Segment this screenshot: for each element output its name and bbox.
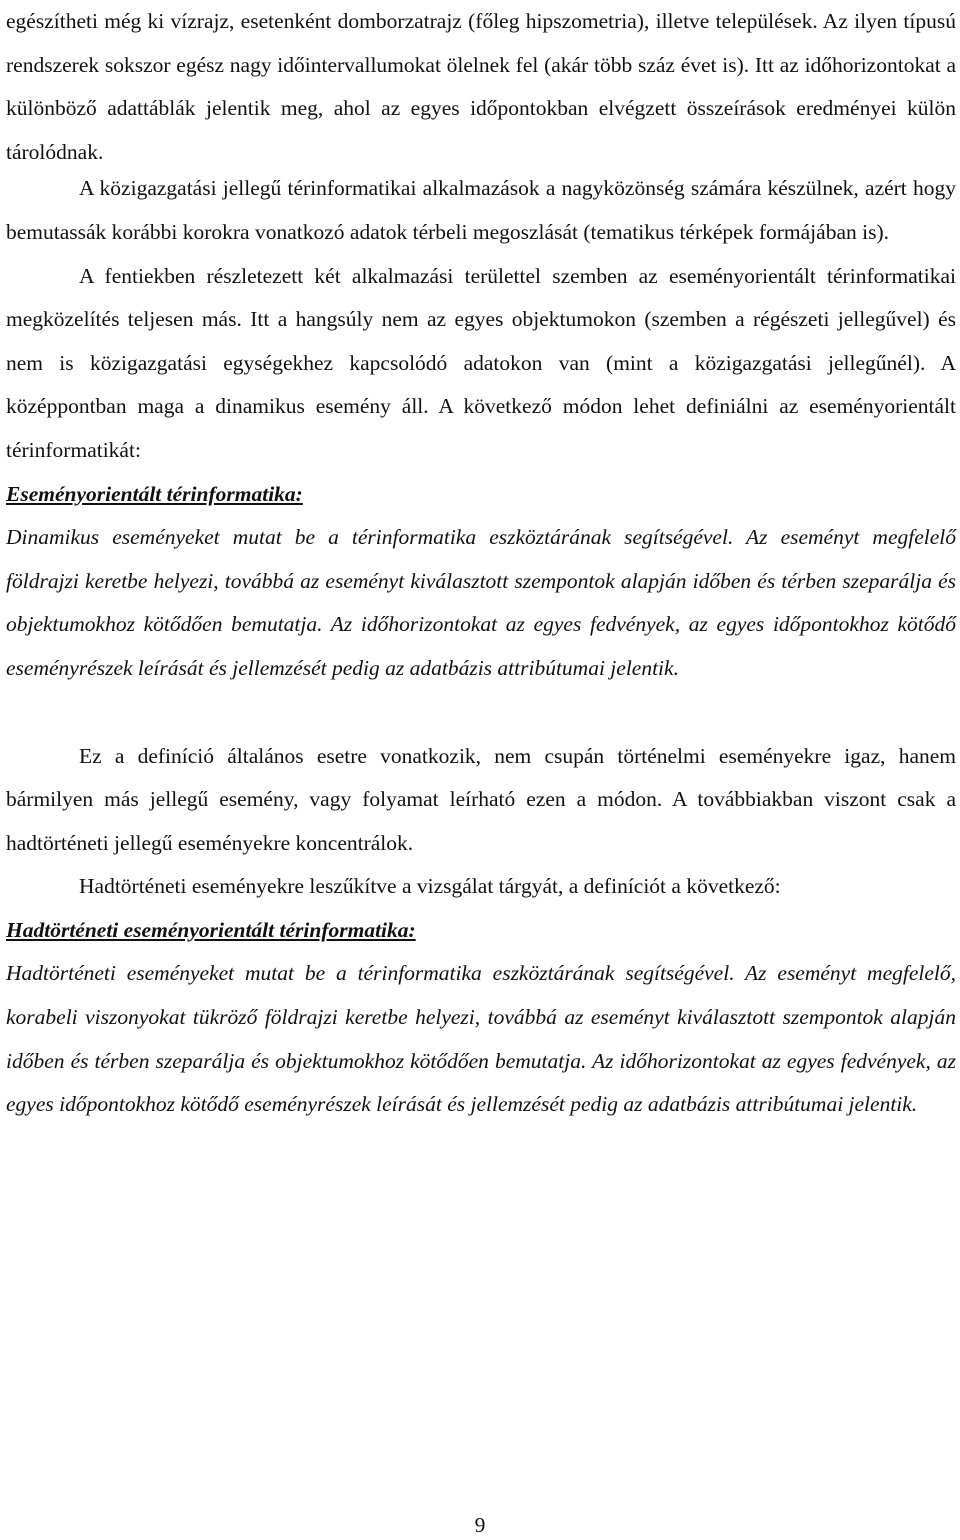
- paragraph-general-definition: Ez a definíció általános esetre vonatkozik, nem csupán történelmi eseményekre igaz, hanem bármilyen más jellegű esemény, vagy folyamat leírható ezen a módon. A továbbiakban viszont csak a hadtörténeti jellegű eseményekre koncentrálok.: [6, 743, 956, 855]
- paragraph-time-horizons: egészítheti még ki vízrajz, esetenként domborzatrajz (főleg hipszometria), illetve települések. Az ilyen típusú rendszerek sokszor egész nagy időintervallumokat ölelnek fel (akár több száz évet is). Itt az időhorizontokat a különböző adattáblák jelentik meg, ahol az egyes időpontokban elvégzett összeírások eredményei külön tárolódnak.: [6, 9, 956, 164]
- heading-event-oriented-gis: Eseményorientált térinformatika:: [6, 481, 303, 506]
- definition-event-oriented-gis: Dinamikus eseményeket mutat be a térinformatika eszköztárának segítségével. Az eseményt megfelelő földrajzi keretbe helyezi, továbbá az eseményt kiválasztott szempontok alapján időben és térben szeparálja és objektumokhoz kötődően bemutatja. Az időhorizontokat az egyes fedvények, az egyes időpontokhoz kötődő eseményrészek leírását és jellemzését pedig az adatbázis attribútumai jelentik.: [6, 525, 956, 680]
- document-page: [6, 0, 956, 1127]
- paragraph-event-oriented-approach: A fentiekben részletezett két alkalmazási területtel szemben az eseményorientált térinformatikai megközelítés teljesen más. Itt a hangsúly nem az egyes objektumokon (szemben a régészeti jellegűvel) és nem is közigazgatási egységekhez kapcsolódó adatokon van (mint a közigazgatási jellegűnél). A középpontban maga a dinamikus esemény áll. A következő módon lehet definiálni az eseményorientált térinformatikát:: [6, 263, 956, 462]
- page-number: 9: [474, 1513, 486, 1537]
- paragraph-military-narrowing: Hadtörténeti eseményekre leszűkítve a vizsgálat tárgyát, a definíciót a következő:: [79, 874, 781, 899]
- paragraph-administrative-applications: A közigazgatási jellegű térinformatikai alkalmazások a nagyközönség számára készülnek, azért hogy bemutassák korábbi korokra vonatkozó adatok térbeli megoszlását (tematikus térképek formájában is).: [6, 176, 956, 244]
- definition-military-event-oriented-gis: Hadtörténeti eseményeket mutat be a térinformatika eszköztárának segítségével. Az eseményt megfelelő, korabeli viszonyokat tükröző földrajzi keretbe helyezi, továbbá az eseményt kiválasztott szempontok alapján időben és térben szeparálja és objektumokhoz kötődően bemutatja. Az időhorizontokat az egyes fedvények, az egyes időpontokhoz kötődő eseményrészek leírását és jellemzését pedig az adatbázis attribútumai jelentik.: [6, 961, 956, 1117]
- heading-military-event-oriented-gis: Hadtörténeti eseményorientált térinformatika:: [6, 917, 416, 942]
